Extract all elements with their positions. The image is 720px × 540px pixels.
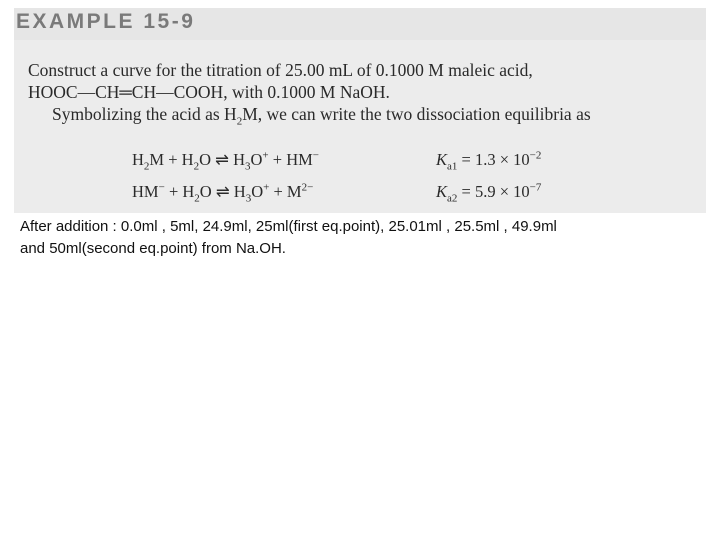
ka1-value: $K_{a1} = 1.3 \times 10^{-2}$ [436,149,542,173]
problem-line-1: Construct a curve for the titration of 25.00 mL of 0.1000 M maleic acid, [28,60,533,80]
example-title: EXAMPLE 15-9 [16,10,196,33]
equilibrium-2: $HM^- + H_2O$ ⇌ $H_3O^+ + M^{2-}$ [132,181,314,205]
caption-line-1: After addition : 0.0ml , 5ml, 24.9ml, 25ml(first eq.point), 25.01ml , 25.5ml , 49.9ml [20,218,557,235]
problem-line-2: HOOC—CH═CH—COOH, with 0.1000 M NaOH. [28,82,390,102]
textbook-scan [14,8,706,213]
caption-line-2: and 50ml(second eq.point) from Na.OH. [20,240,286,257]
problem-line-3: Symbolizing the acid as $H_2M$, we can write the two dissociation equilibria as [52,104,591,128]
ka2-value: $K_{a2} = 5.9 \times 10^{-7}$ [436,181,542,205]
caption [20,216,710,260]
equilibrium-1: $H_2M + H_2O$ ⇌ $H_3O^+ + HM^-$ [132,149,320,173]
